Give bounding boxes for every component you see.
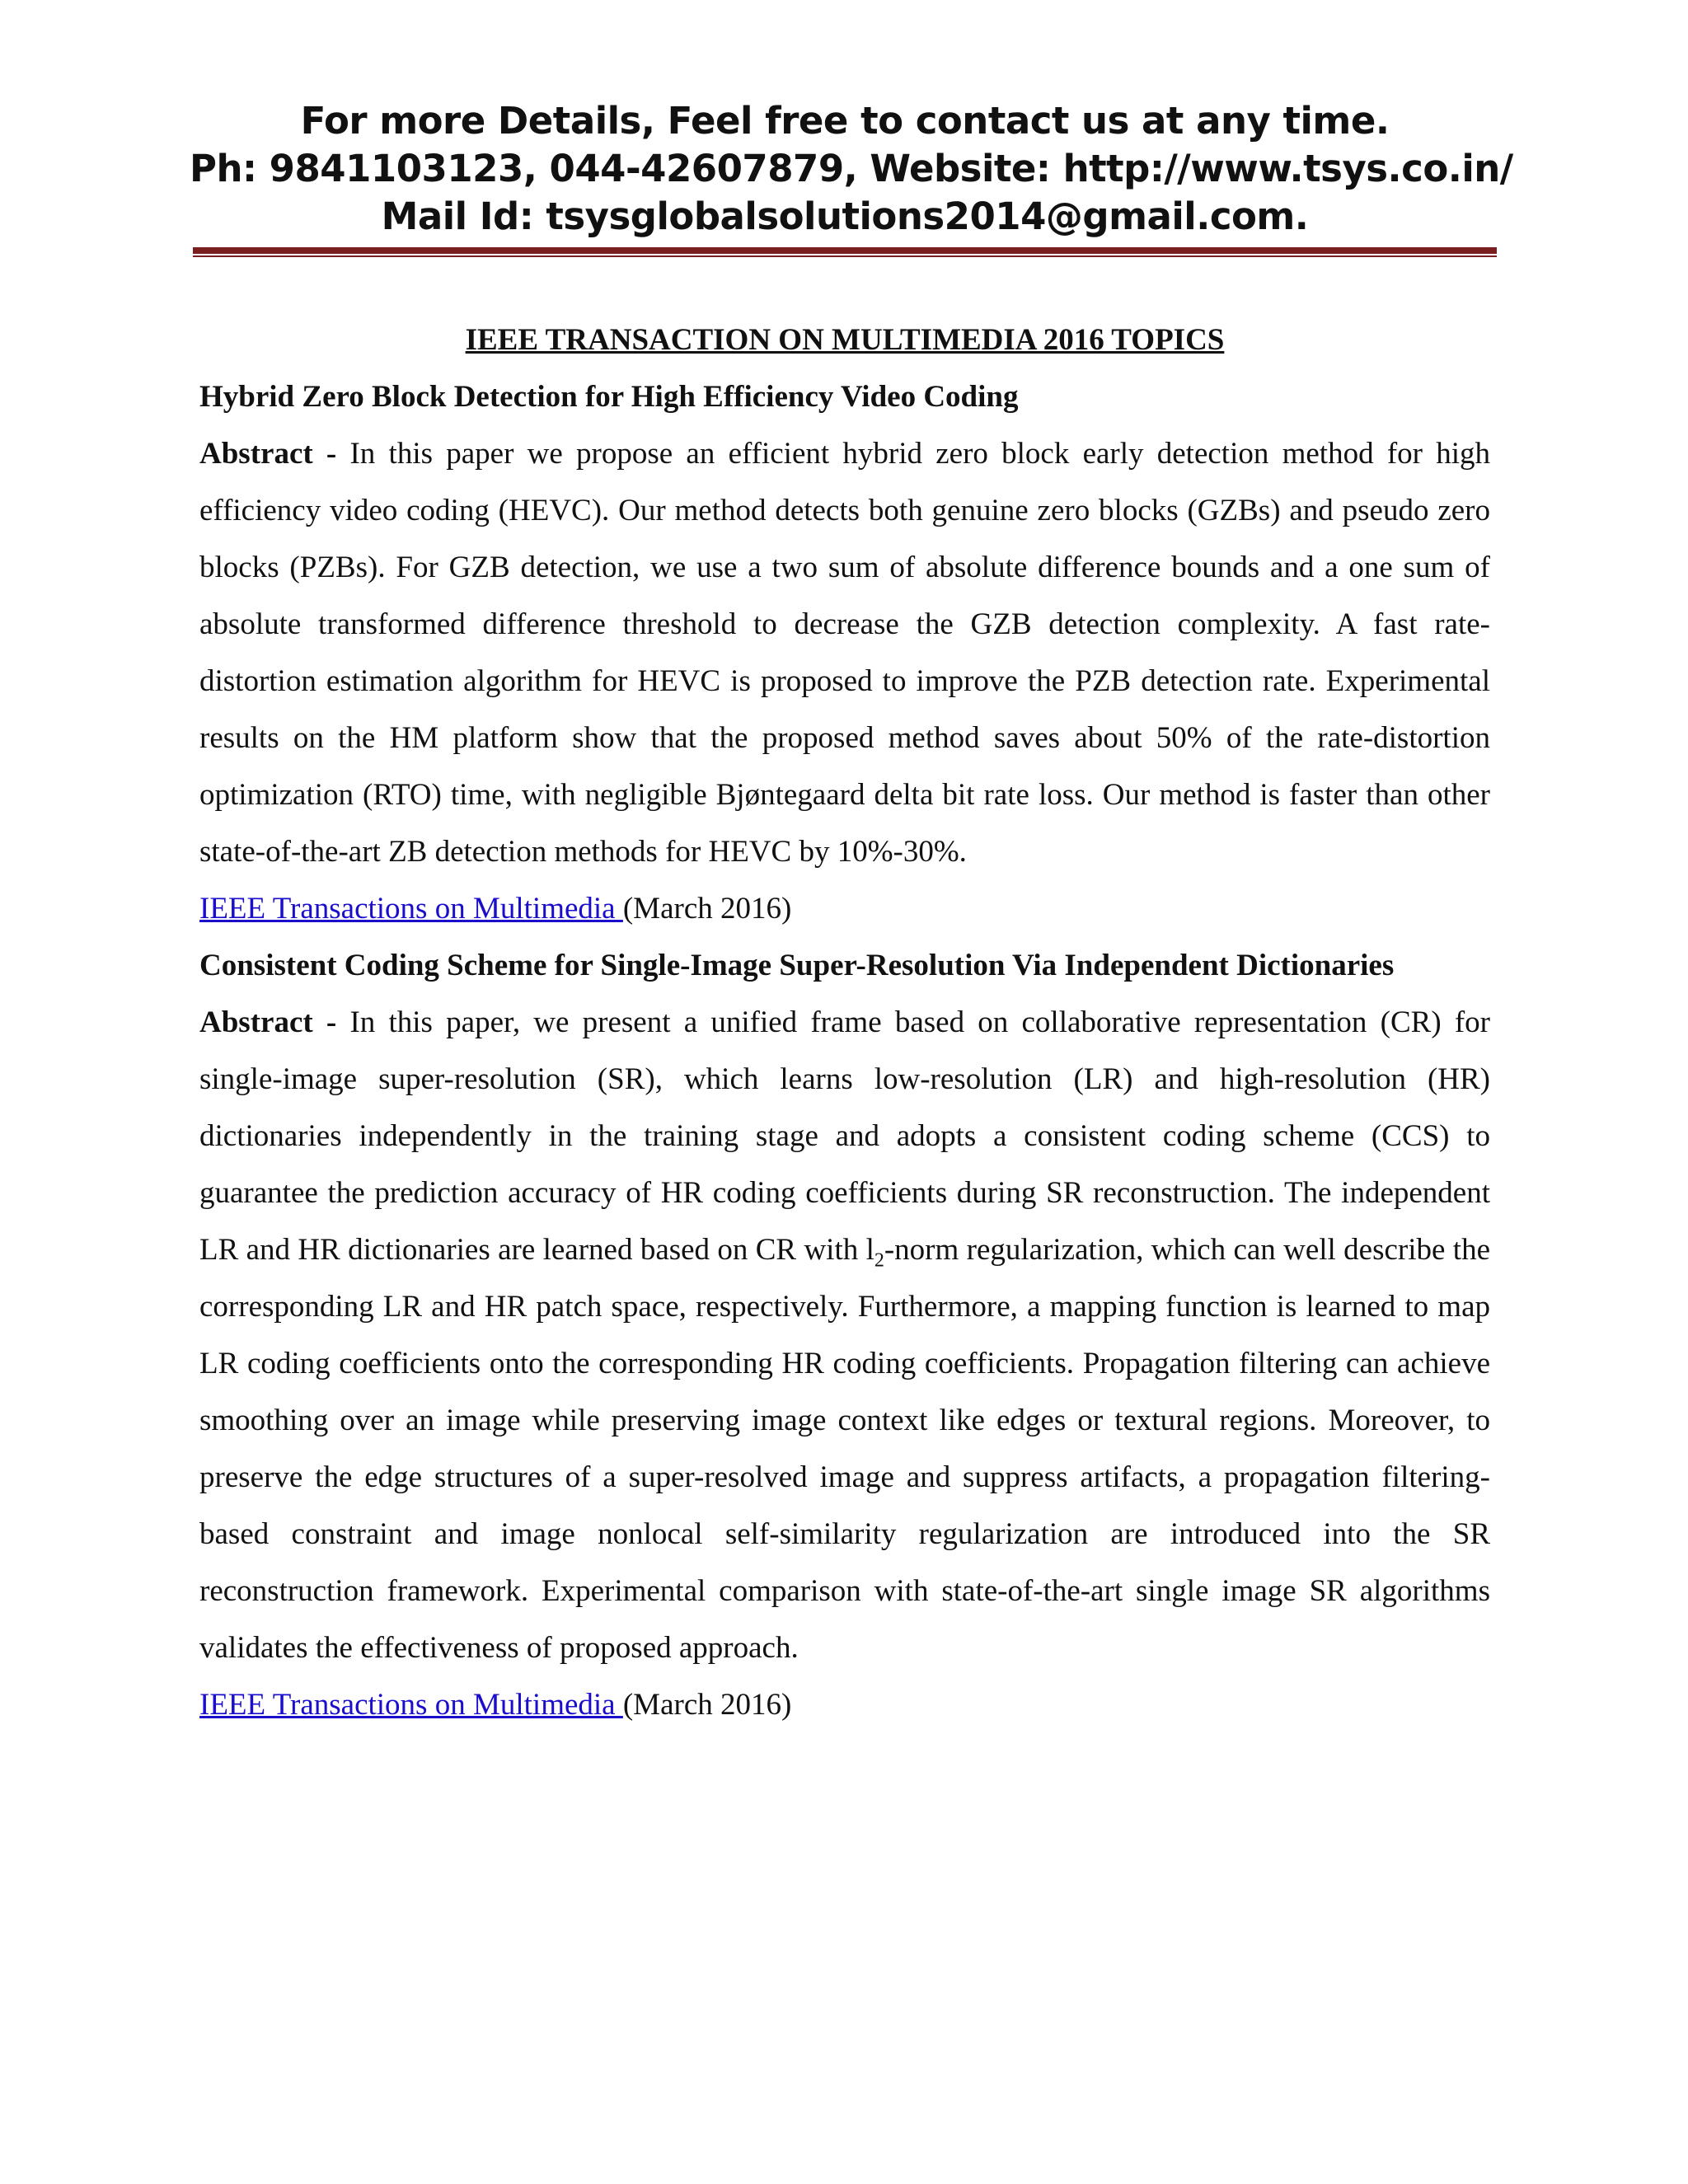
contact-line-2: Ph: 9841103123, 044-42607879, Website: http://www.tsys.co.in/ xyxy=(190,147,1513,190)
paper-source xyxy=(199,880,1490,937)
paper-title: Consistent Coding Scheme for Single-Image Super-Resolution Via Independent Dictionaries xyxy=(199,949,1395,982)
journal-link[interactable]: IEEE Transactions on Multimedia xyxy=(199,1688,623,1722)
abstract-label: Abstract - xyxy=(199,1005,350,1039)
abstract-text: In this paper, we present a unified frame based on collaborative representation (CR) for single-image super-resolution (SR), which learns low-resolution (LR) and high-resolution (HR) dictionaries independently in the training stage and adopts a consistent coding scheme (CCS) to guarantee the prediction accuracy of HR coding coefficients during SR reconstruction. The independent LR and HR dictionaries are learned based on CR with l xyxy=(199,1005,1490,1267)
abstract-text: In this paper we propose an efficient hybrid zero block early detection method for high efficiency video coding (HEVC). Our method detects both genuine zero blocks (GZBs) and pseudo zero blocks (PZBs). For GZB detection, we use a two sum of absolute difference bounds and a one sum of absolute transformed difference threshold to decrease the GZB detection complexity. A fast rate-distortion estimation algorithm for HEVC is proposed to improve the PZB detection rate. Experimental results on the HM platform show that the proposed method saves about 50% of the rate-distortion optimization (RTO) time, with negligible Bjøntegaard delta bit rate loss. Our method is faster than other state-of-the-art ZB detection methods for HEVC by 10%-30%. xyxy=(199,437,1490,869)
paper-abstract xyxy=(199,425,1490,880)
publication-date: (March 2016) xyxy=(622,892,792,926)
paper-source xyxy=(199,1676,1490,1733)
contact-header xyxy=(190,97,1513,241)
abstract-text-continued: -norm regularization, which can well describe the corresponding LR and HR patch space, respectively. Furthermore, a mapping function is learned to map LR coding coefficients onto the corresponding HR coding coefficients. Propagation filtering can achieve smoothing over an image while preserving image context like edges or textural regions. Moreover, to preserve the edge structures of a super-resolved image and suppress artifacts, a propagation filtering-based constraint and image nonlocal self-similarity regularization are introduced into the SR reconstruction framework. Experimental comparison with state-of-the-art single image SR algorithms validates the effectiveness of proposed approach. xyxy=(199,1233,1490,1665)
header-divider-thick xyxy=(193,247,1497,254)
journal-link[interactable]: IEEE Transactions on Multimedia xyxy=(199,892,623,926)
document-heading: IEEE TRANSACTION ON MULTIMEDIA 2016 TOPICS xyxy=(465,323,1225,357)
contact-line-3: Mail Id: tsysglobalsolutions2014@gmail.com. xyxy=(381,194,1309,238)
paper-abstract xyxy=(199,994,1490,1676)
publication-date: (March 2016) xyxy=(622,1688,792,1722)
document-body xyxy=(199,312,1490,1733)
contact-line-1: For more Details, Feel free to contact us at any time. xyxy=(300,99,1390,143)
subscript-2: 2 xyxy=(874,1249,884,1272)
paper-title: Hybrid Zero Block Detection for High Efficiency Video Coding xyxy=(199,380,1019,414)
abstract-label: Abstract - xyxy=(199,437,350,471)
header-divider-thin xyxy=(193,255,1497,257)
